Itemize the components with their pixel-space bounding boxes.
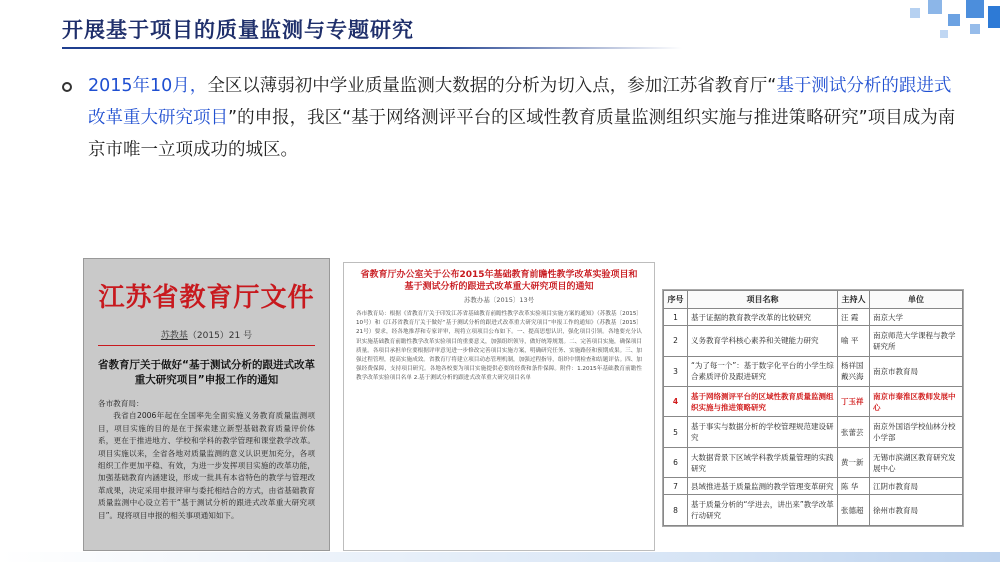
table-cell: 3 bbox=[664, 356, 688, 386]
title-underline bbox=[62, 47, 682, 49]
table-cell: 基于质量分析的“学进去，讲出来”教学改革行动研究 bbox=[688, 495, 838, 526]
circle-bullet-icon bbox=[62, 82, 72, 92]
doc1-subtitle: 省教育厅关于做好“基于测试分析的跟进式改革重大研究项目”申报工作的通知 bbox=[98, 359, 315, 386]
table-cell: 南京市教育局 bbox=[870, 356, 963, 386]
table-cell: 基于事实与数据分析的学校管理规范建设研究 bbox=[688, 417, 838, 447]
table-row bbox=[664, 478, 963, 495]
table-row bbox=[664, 356, 963, 386]
table-cell: 6 bbox=[664, 447, 688, 477]
document-image-province-file bbox=[83, 258, 330, 551]
table-cell: 南京大学 bbox=[870, 309, 963, 326]
table-cell: 丁玉祥 bbox=[838, 387, 870, 417]
table-cell: 徐州市教育局 bbox=[870, 495, 963, 526]
table-cell: 江阴市教育局 bbox=[870, 478, 963, 495]
project-list-table-image bbox=[662, 289, 964, 527]
table-cell: 无锡市滨湖区教育研究发展中心 bbox=[870, 447, 963, 477]
table-cell: “为了每一个”：基于数字化平台的小学生综合素质评价及跟进研究 bbox=[688, 356, 838, 386]
table-cell: 汪 霞 bbox=[838, 309, 870, 326]
doc1-number: 苏教基（2015）21 号 bbox=[160, 331, 253, 341]
paragraph-text bbox=[88, 70, 956, 166]
paragraph-date: 2015年10月， bbox=[88, 76, 208, 96]
table-cell: 陈 华 bbox=[838, 478, 870, 495]
table-cell: 张蕾芸 bbox=[838, 417, 870, 447]
table-header-cell: 项目名称 bbox=[688, 291, 838, 309]
table-cell: 县域推进基于质量监测的教学管理变革研究 bbox=[688, 478, 838, 495]
table-cell: 南京师范大学课程与教学研究所 bbox=[870, 326, 963, 356]
table-row bbox=[664, 387, 963, 417]
table-row bbox=[664, 447, 963, 477]
bottom-decoration-bar bbox=[0, 552, 1000, 562]
doc1-header: 江苏省教育厅文件 bbox=[98, 283, 315, 313]
paragraph-project: 基于测试分析的跟进式改革重大研究项目 bbox=[88, 76, 952, 128]
table-cell: 南京外国语学校仙林分校小学部 bbox=[870, 417, 963, 447]
doc2-header: 省教育厅办公室关于公布2015年基础教育前瞻性教学改革实验项目和基于测试分析的跟进式改革重大研究项目的通知 bbox=[360, 270, 638, 292]
table-cell: 5 bbox=[664, 417, 688, 447]
slide-title: 开展基于项目的质量监测与专题研究 bbox=[62, 18, 414, 42]
table-cell: 4 bbox=[664, 387, 688, 417]
table-cell: 2 bbox=[664, 326, 688, 356]
doc1-red-rule bbox=[98, 345, 315, 346]
doc2-number: 苏教办基〔2015〕13号 bbox=[463, 296, 535, 304]
table-cell: 7 bbox=[664, 478, 688, 495]
table-cell: 大数据背景下区域学科教学质量管理的实践研究 bbox=[688, 447, 838, 477]
paragraph-text-2: ”的申报，我区“基于网络测评平台的区域性教育质量监测组织实施与推进策略研究”项目成为南京市唯一立项成功的城区。 bbox=[88, 108, 956, 160]
table-row bbox=[664, 326, 963, 356]
table-row bbox=[664, 309, 963, 326]
table-cell: 喻 平 bbox=[838, 326, 870, 356]
table-cell: 张德超 bbox=[838, 495, 870, 526]
table-cell: 黄一新 bbox=[838, 447, 870, 477]
doc1-body: 各市教育局： 我省自2006年起在全国率先全面实施义务教育质量监测项目，项目实施的目的是在于探索建立新型基础教育质量评价体系，更在于推进地方、学校和学科的教学管理和课堂教学改革。项目实施以来，全省各地对质量监测的意义认识更加充分，各项组织工作更加平稳、有效，为进一步发挥项目实施的改革功能，加强基础教育内涵建设，形成一批具有本省特色的教学与管理改革成果，决定采用申报评审与委托相结合的方式，由省基础教育质量监测中心设立若干“基于测试分析的跟进式改革重大研究项目”。现将项目申报的相关事项通知如下。 bbox=[98, 399, 315, 520]
paragraph-text-1: 全区以薄弱初中学业质量监测大数据的分析为切入点，参加江苏省教育厅“ bbox=[207, 76, 777, 96]
table-cell: 杨祥国 戴兴海 bbox=[838, 356, 870, 386]
table-header-cell: 单位 bbox=[870, 291, 963, 309]
table-cell: 基于网络测评平台的区域性教育质量监测组织实施与推进策略研究 bbox=[688, 387, 838, 417]
table-cell: 1 bbox=[664, 309, 688, 326]
table-cell: 8 bbox=[664, 495, 688, 526]
table-row bbox=[664, 495, 963, 526]
table-header-cell: 主持人 bbox=[838, 291, 870, 309]
project-table bbox=[663, 290, 963, 526]
document-image-notice bbox=[343, 262, 655, 551]
table-cell: 南京市秦淮区教师发展中心 bbox=[870, 387, 963, 417]
table-row bbox=[664, 417, 963, 447]
table-header-cell: 序号 bbox=[664, 291, 688, 309]
table-cell: 基于证据的教育教学改革的比较研究 bbox=[688, 309, 838, 326]
table-cell: 义务教育学科核心素养和关键能力研究 bbox=[688, 326, 838, 356]
corner-decoration bbox=[850, 0, 1000, 60]
doc2-body: 各市教育局：根据《省教育厅关于印发江苏省基础教育前瞻性教学改革实验项目实施方案的通知》（苏教基〔2015〕10号）和《江苏省教育厅关于做好“基于测试分析的跟进式改革重大研究项目”申报工作的通知》（苏教基〔2015〕21号）要求，经各地推荐和专家评审，现将立项项目公布如下。一、提高思想认识，强化项目引领。各地要充分认识实施基础教育前瞻性教学改革实验项目的重要意义，加强组织领导，做好统筹规划。二、完善项目实施，确保项目质量。各项目承担单位要根据评审意见进一步修改完善项目实施方案，明确研究任务、实施路径和预期成果。三、加强过程管理，提高实施成效。省教育厅将建立项目动态管理机制，加强过程指导，组织中期检查和结题评估。四、加强经费保障，支持项目研究。各地各校要为项目实施提供必要的经费和条件保障。附件：1.2015年基础教育前瞻性教学改革实验项目名单 2.基于测试分析的跟进式改革重大研究项目名单 bbox=[356, 311, 642, 382]
